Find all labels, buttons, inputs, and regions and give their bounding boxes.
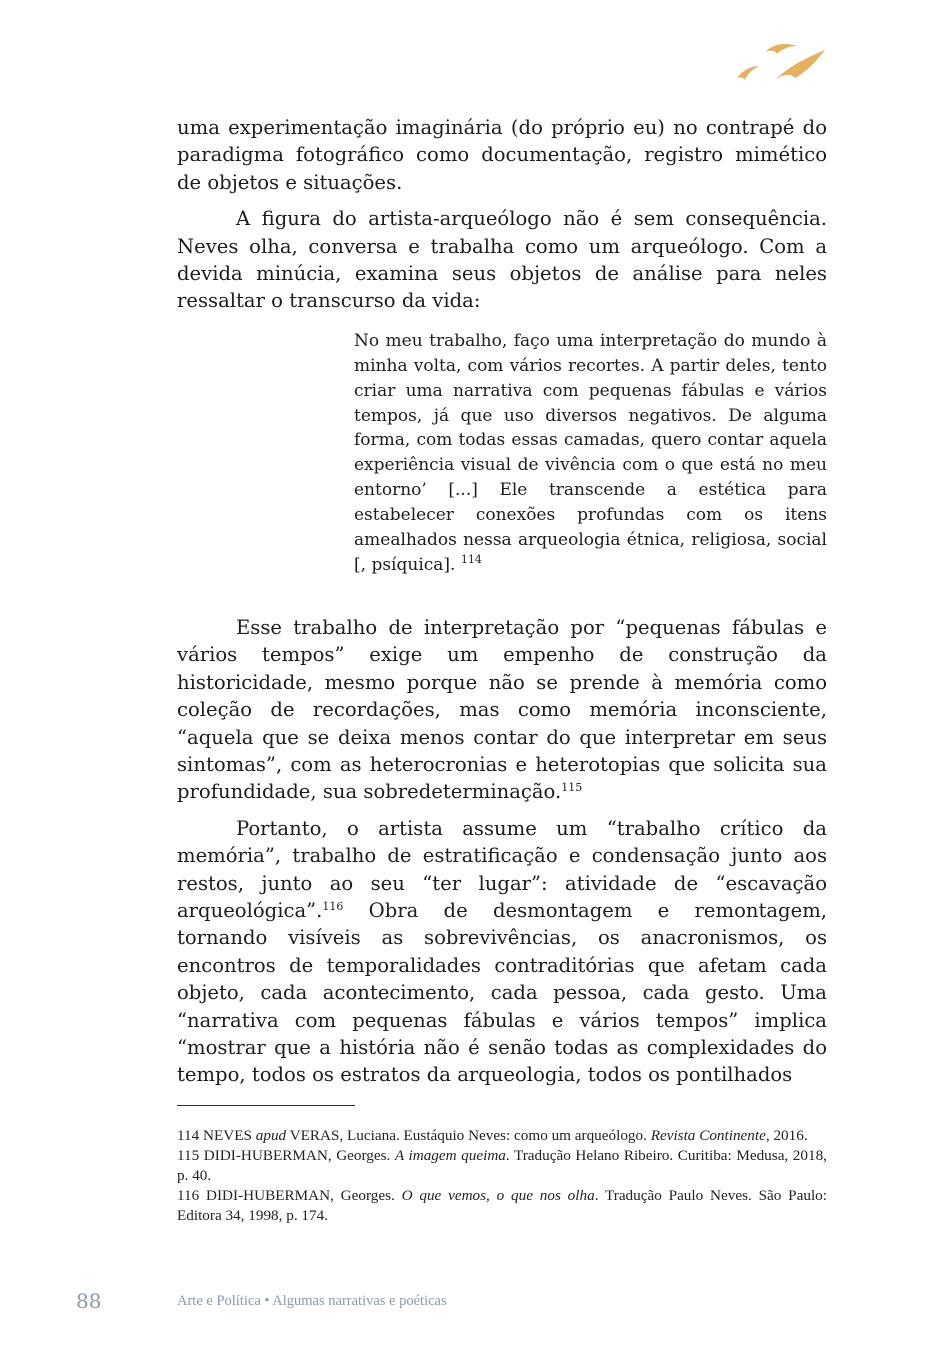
- footnote-114-post: , 2016.: [765, 1127, 808, 1144]
- main-body: [177, 114, 827, 1098]
- footnote-114-italic-apud: apud: [255, 1127, 287, 1144]
- running-footer-title: Arte e Política • Algumas narrativas e poéticas: [177, 1293, 447, 1309]
- footnote-divider: [177, 1105, 355, 1106]
- footnote-115-title: A imagem queima: [394, 1147, 506, 1164]
- paragraph-3-text: Esse trabalho de interpretação por “pequenas fábulas e vários tempos” exige um empenho de construção da historicidade, mesmo porque não se prende à memória como coleção de recordações, mas como memória inconsciente, “aquela que se deixa menos contar do que interpretar em seus sintomas”, com as heterocronias e heterotopias que solicita sua profundidade, sua sobredeterminação.: [177, 615, 827, 804]
- footnote-116: [177, 1186, 827, 1226]
- footnote-ref-116[interactable]: 116: [322, 899, 344, 913]
- footnote-114-mid: VERAS, Luciana. Eustáquio Neves: como um arqueólogo.: [286, 1127, 651, 1144]
- paragraph-4: [177, 815, 827, 1089]
- footnote-114-journal: Revista Continente: [650, 1127, 766, 1144]
- block-quote: [354, 329, 827, 578]
- footnote-ref-114[interactable]: 114: [460, 553, 482, 566]
- footnote-114-pre: 114 NEVES: [177, 1127, 256, 1144]
- birds-icon: [735, 40, 827, 86]
- paragraph-4-text-a: Portanto, o artista assume um “trabalho crítico da memória”, trabalho de estratificação e condensação junto aos restos, junto ao seu “ter lugar”: atividade de “escavação arqueológica”.: [177, 816, 827, 922]
- footnote-115-pre: 115 DIDI-HUBERMAN, Georges.: [177, 1147, 395, 1164]
- footnote-114: [177, 1126, 827, 1146]
- footnote-116-pre: 116 DIDI-HUBERMAN, Georges.: [177, 1187, 402, 1204]
- footnote-ref-115[interactable]: 115: [561, 781, 583, 795]
- quote-text: No meu trabalho, faço uma interpretação do mundo à minha volta, com vários recortes. A partir deles, tento criar uma narrativa com pequenas fábulas e vários tempos, já que uso diversos negativos. De alguma forma, com todas essas camadas, quero contar aquela experiência visual de vivência com o que está no meu entorno’ [...] Ele transcende a estética para estabelecer conexões profundas com os itens amealhados nessa arqueologia étnica, religiosa, social [, psíquica].: [354, 330, 827, 575]
- paragraph-1: uma experimentação imaginária (do próprio eu) no contrapé do paradigma fotográfico como documentação, registro mimético de objetos e situações.: [177, 116, 827, 194]
- footnote-115-post: . Tradução Helano Ribeiro. Curitiba: Medusa, 2018, p. 40.: [177, 1147, 827, 1184]
- footnote-116-post: . Tradução Paulo Neves. São Paulo: Editora 34, 1998, p. 174.: [177, 1187, 827, 1224]
- page-number: 88: [76, 1289, 102, 1313]
- footnote-116-title: O que vemos, o que nos olha: [401, 1187, 595, 1204]
- paragraph-2: A figura do artista-arqueólogo não é sem consequência. Neves olha, conversa e trabalha como um arqueólogo. Com a devida minúcia, examina seus objetos de análise para neles ressaltar o transcurso da vida:: [177, 207, 827, 313]
- paragraph-3: [177, 614, 827, 806]
- paragraph-4-text-b: Obra de desmontagem e remontagem, tornando visíveis as sobrevivências, os anacronismos, os encontros de temporalidades contraditórias que afetam cada objeto, cada acontecimento, cada pessoa, cada gesto. Uma “narrativa com pequenas fábulas e vários tempos” implica “mostrar que a história não é senão todas as complexidades do tempo, todos os estratos da arqueologia, todos os pontilhados: [177, 898, 827, 1087]
- footnote-115: [177, 1146, 827, 1186]
- footnotes: [177, 1126, 827, 1226]
